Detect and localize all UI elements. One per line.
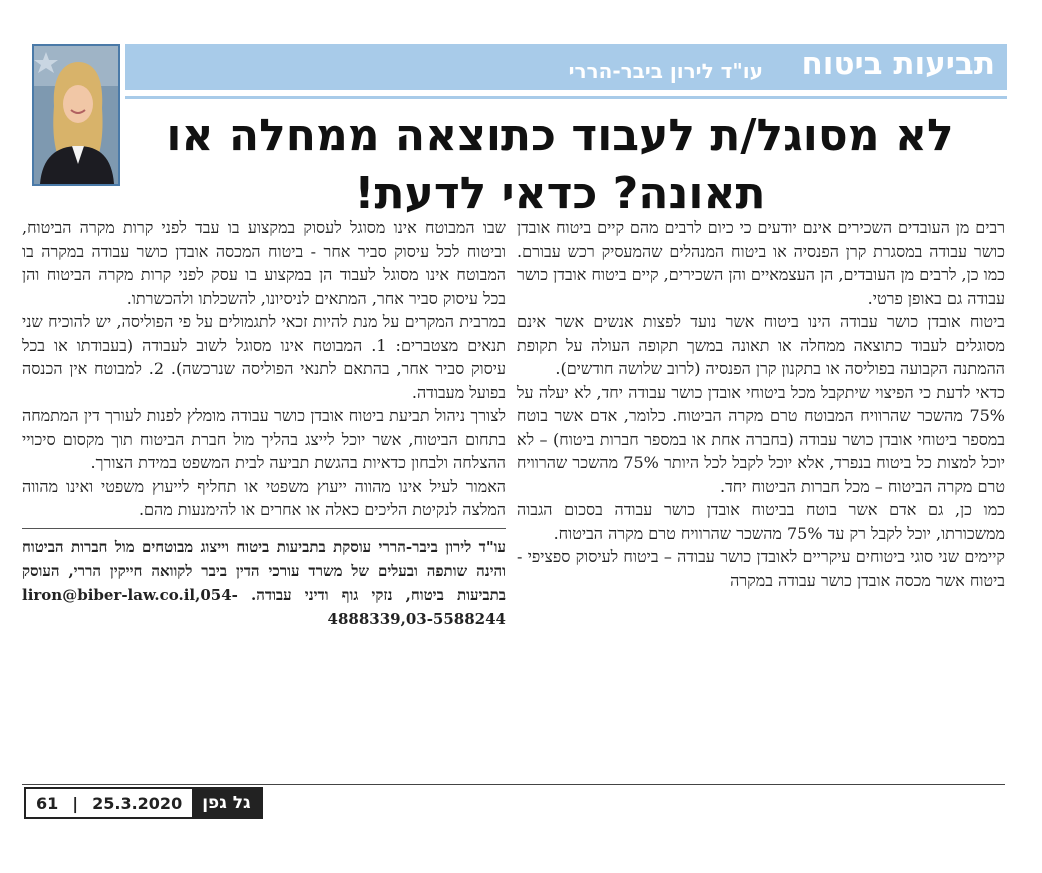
paragraph: רבים מן העובדים השכירים אינם יודעים כי כיום לרבים מהם קיים ביטוח אובדן כושר עבודה במסגרת קרן הפנסיה או ביטוח המנהלים שהמעסיק רכש עבורם. כמו כן, לרבים מן העובדים, הן העצמאיים והן השכירים, קיים ביטוח אובדן כושר עבודה גם באופן פרטי. [516, 218, 1005, 308]
page-footer [24, 787, 263, 819]
author-portrait-image [34, 46, 118, 184]
paragraph: לצורך ניהול תביעת ביטוח אובדן כושר עבודה מומלץ לפנות לעורך דין המתמחה בתחום הביטוח, אשר יוכל לייצג בהליך מול חברת הביטוח תוך מקסום סיכויי ההצלחה ולבחון כדאיות בהגשת תביעה לבית המשפט במידת הצורך. [22, 406, 506, 472]
paragraph: כמו כן, גם אדם אשר בוטח בביטוח אובדן כושר עבודה בסכום הגבוה ממשכורתו, יוכל לקבל רק עד 75% מהשכר שהרוויח טרם מקרה הביטוח. [517, 500, 1005, 543]
author-byline: עו"ד לירון ביבר-הררי [568, 59, 763, 83]
paragraph: שבו המבוטח אינו מסוגל לעסוק במקצוע בו עבד לפני קרות מקרה הביטוח, וביטוח לכל עיסוק סביר אחר - ביטוח המכסה אובדן כושר עבודה במקרה בו המבוטח אינו מסוגל לעבוד הן במקצוע בו עסק לפני קרות מקרה הביטוח והן בכל עיסוק סביר אחר, המתאים לניסיונו, להשכלתו ולהכשרתו. [22, 218, 506, 308]
author-bio: עו"ד לירון ביבר-הררי עוסקת בתביעות ביטוח וייצוג מבוטחים מול חברות הביטוח והינה שותפה ובעלים של משרד עורכי הדין ביבר לקוואה חייקין הררי, העוסק בתביעות ביטוח, נזקי גוף ודיני עבודה. liron@biber-law.co.il,054-4888339,03-5588244 [22, 537, 506, 628]
author-photo [32, 44, 120, 186]
bio-divider [22, 528, 506, 529]
article-left-column [22, 216, 506, 631]
paragraph: במרבית המקרים על מנת להיות זכאי לתגמולים על פי הפוליסה, יש להוכיח שני תנאים מצטברים: 1. המבוטח אינו מסוגל לשוב לעבודה (בעבודתו או בכל עיסוק סביר אחר, בהתאם לתנאי הפוליסה שנרכשה). 2. למבוטח אין הכנסה בפועל מעבודה. [22, 312, 506, 402]
page-number: 61 [36, 793, 59, 813]
footer-info [26, 789, 192, 817]
article-headline [150, 107, 970, 223]
paragraph: האמור לעיל אינו מהווה ייעוץ משפטי או תחליף לייעוץ משפטי ואינו מהווה המלצה לנקיטת הליכים כאלה או אחרים או להימנעות מהם. [22, 476, 506, 519]
banner-underline [125, 96, 1007, 99]
paragraph: כדאי לדעת כי הפיצוי שיתקבל מכל ביטוחי אובדן כושר עבודה יחד, לא יעלה על 75% מהשכר שהרוויח המבוטח טרם מקרה הביטוח. כלומר, אדם אשר בוטח במספר ביטוחי אובדן כושר עבודה (בחברה אחת או במספר חברות ביטוח) – לא יוכל למצות כל ביטוח בנפרד, אלא יוכל לקבל לכל היותר 75% מהשכר שהרוויח טרם מקרה הביטוח – מכל חברות הביטוח יחד. [517, 382, 1006, 496]
publication-name: גל גפן [192, 789, 260, 817]
paragraph: ביטוח אובדן כושר עבודה הינו ביטוח אשר נועד לפצות אנשים אשר אינם מסוגלים לעבוד כתוצאה ממחלה או תאונה במשך תקופה העולה על תקופת ההמתנה הקבועה בפוליסה או בתקנון קרן הפנסיה (לרוב שלושה חודשים). [517, 312, 1005, 378]
article-right-column [517, 216, 1005, 592]
headline-line-2: תאונה? כדאי לדעת! [354, 168, 766, 219]
column-name: תביעות ביטוח [801, 46, 995, 82]
column-banner [125, 44, 1007, 90]
footer-rule [22, 784, 1005, 785]
footer-separator: | [72, 793, 79, 813]
issue-date: 25.3.2020 [92, 793, 183, 813]
paragraph: קיימים שני סוגי ביטוחים עיקריים לאובדן כושר עבודה – ביטוח לעיסוק ספציפי - ביטוח אשר מכסה אובדן כושר עבודה במקרה [517, 547, 1005, 590]
headline-line-1: לא מסוגל/ת לעבוד כתוצאה ממחלה או [166, 110, 954, 161]
